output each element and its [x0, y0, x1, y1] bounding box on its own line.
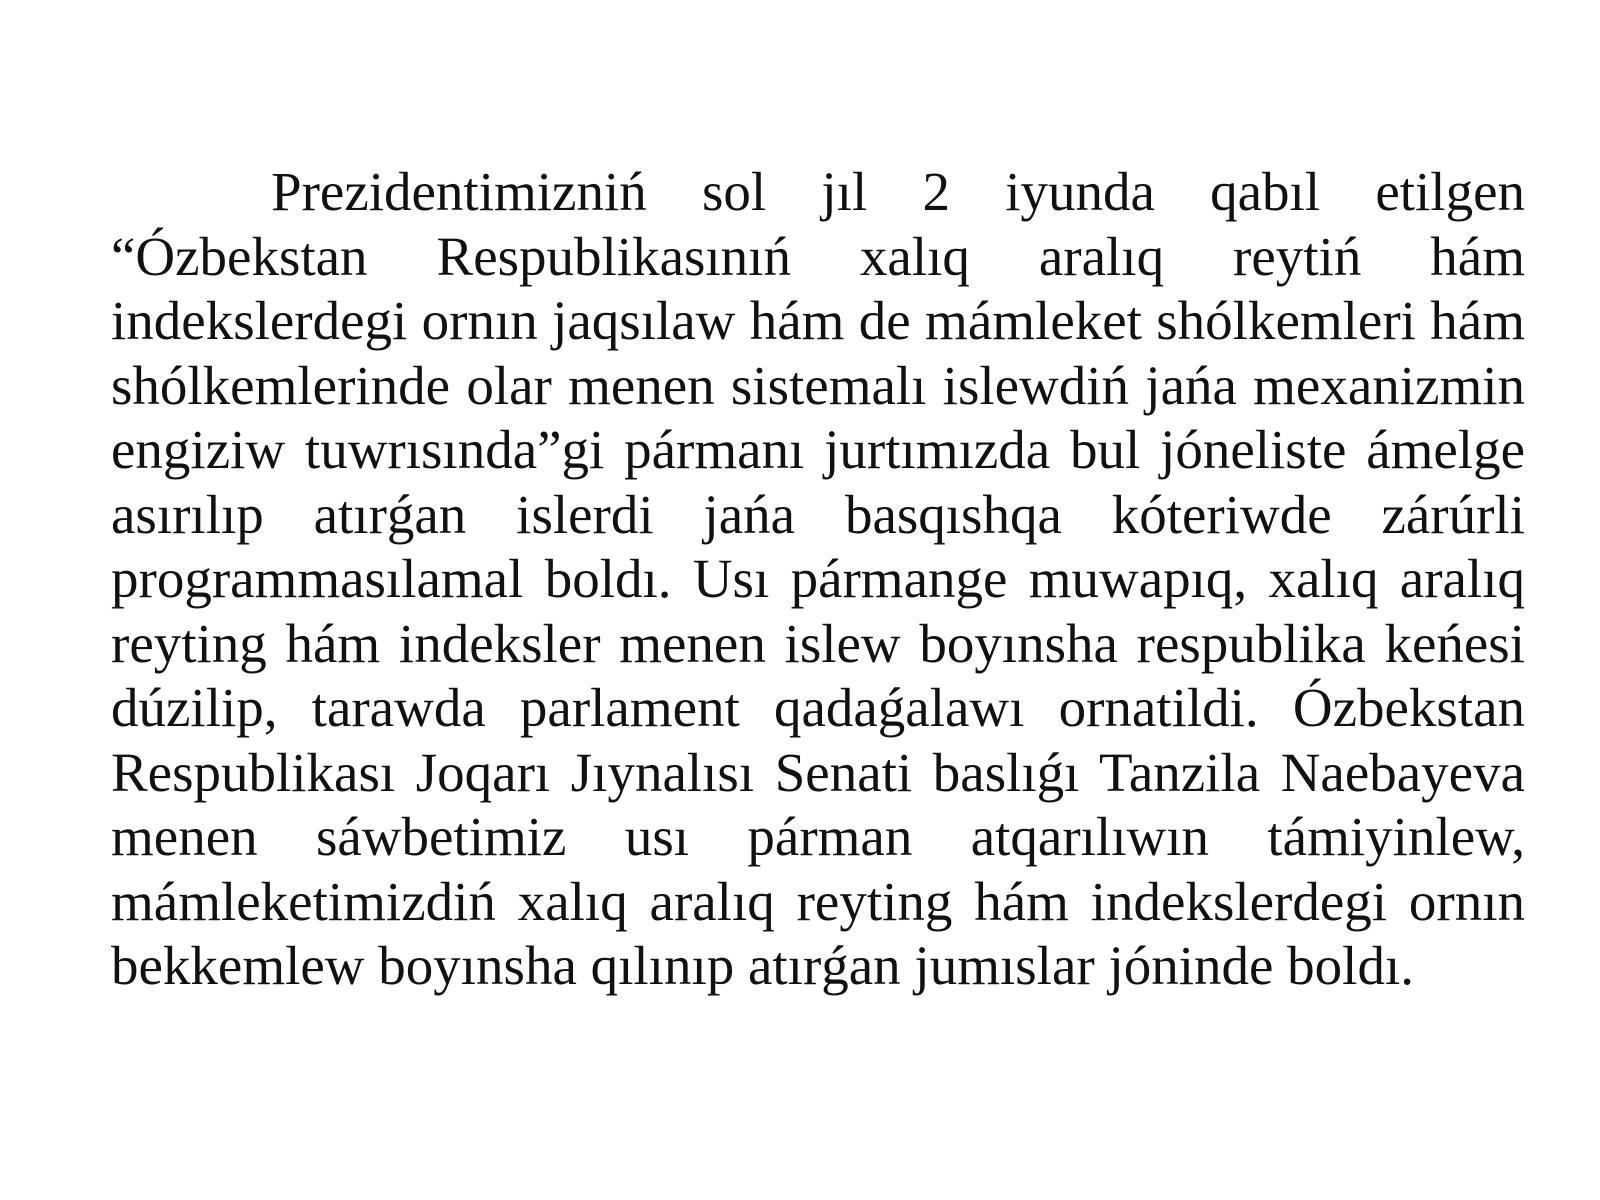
body-paragraph: Prezidentimizniń sol jıl 2 iyunda qabıl etilgen “Ózbekstan Respublikasınıń xalıq aralıq reytiń hám indekslerdegi ornın jaqsılaw hám de mámleket shólkemleri hám shólkemlerinde olar menen sistemalı islewdiń jańa mexanizmin engiziw tuwrısında”gi pármanı jurtımızda bul jóneliste ámelge asırılıp atırǵan islerdi jańa basqıshqa kóteriwde zárúrli programmasılamal boldı. Usı pármange muwapıq, xalıq aralıq reyting hám indeksler menen islew boyınsha respublika keńesi dúzilip, tarawda parlament qadaǵalawı ornatildi. Ózbekstan Respublikası Joqarı Jıynalısı Senati baslıǵı Tanzila Naebayeva menen sáwbetimiz usı párman atqarılıwın támiyinlew, mámleketimizdiń xalıq aralıq reyting hám indekslerdegi ornın bekkemlew boyınsha qılınıp atırǵan jumıslar jóninde boldı.	[111, 161, 1525, 996]
